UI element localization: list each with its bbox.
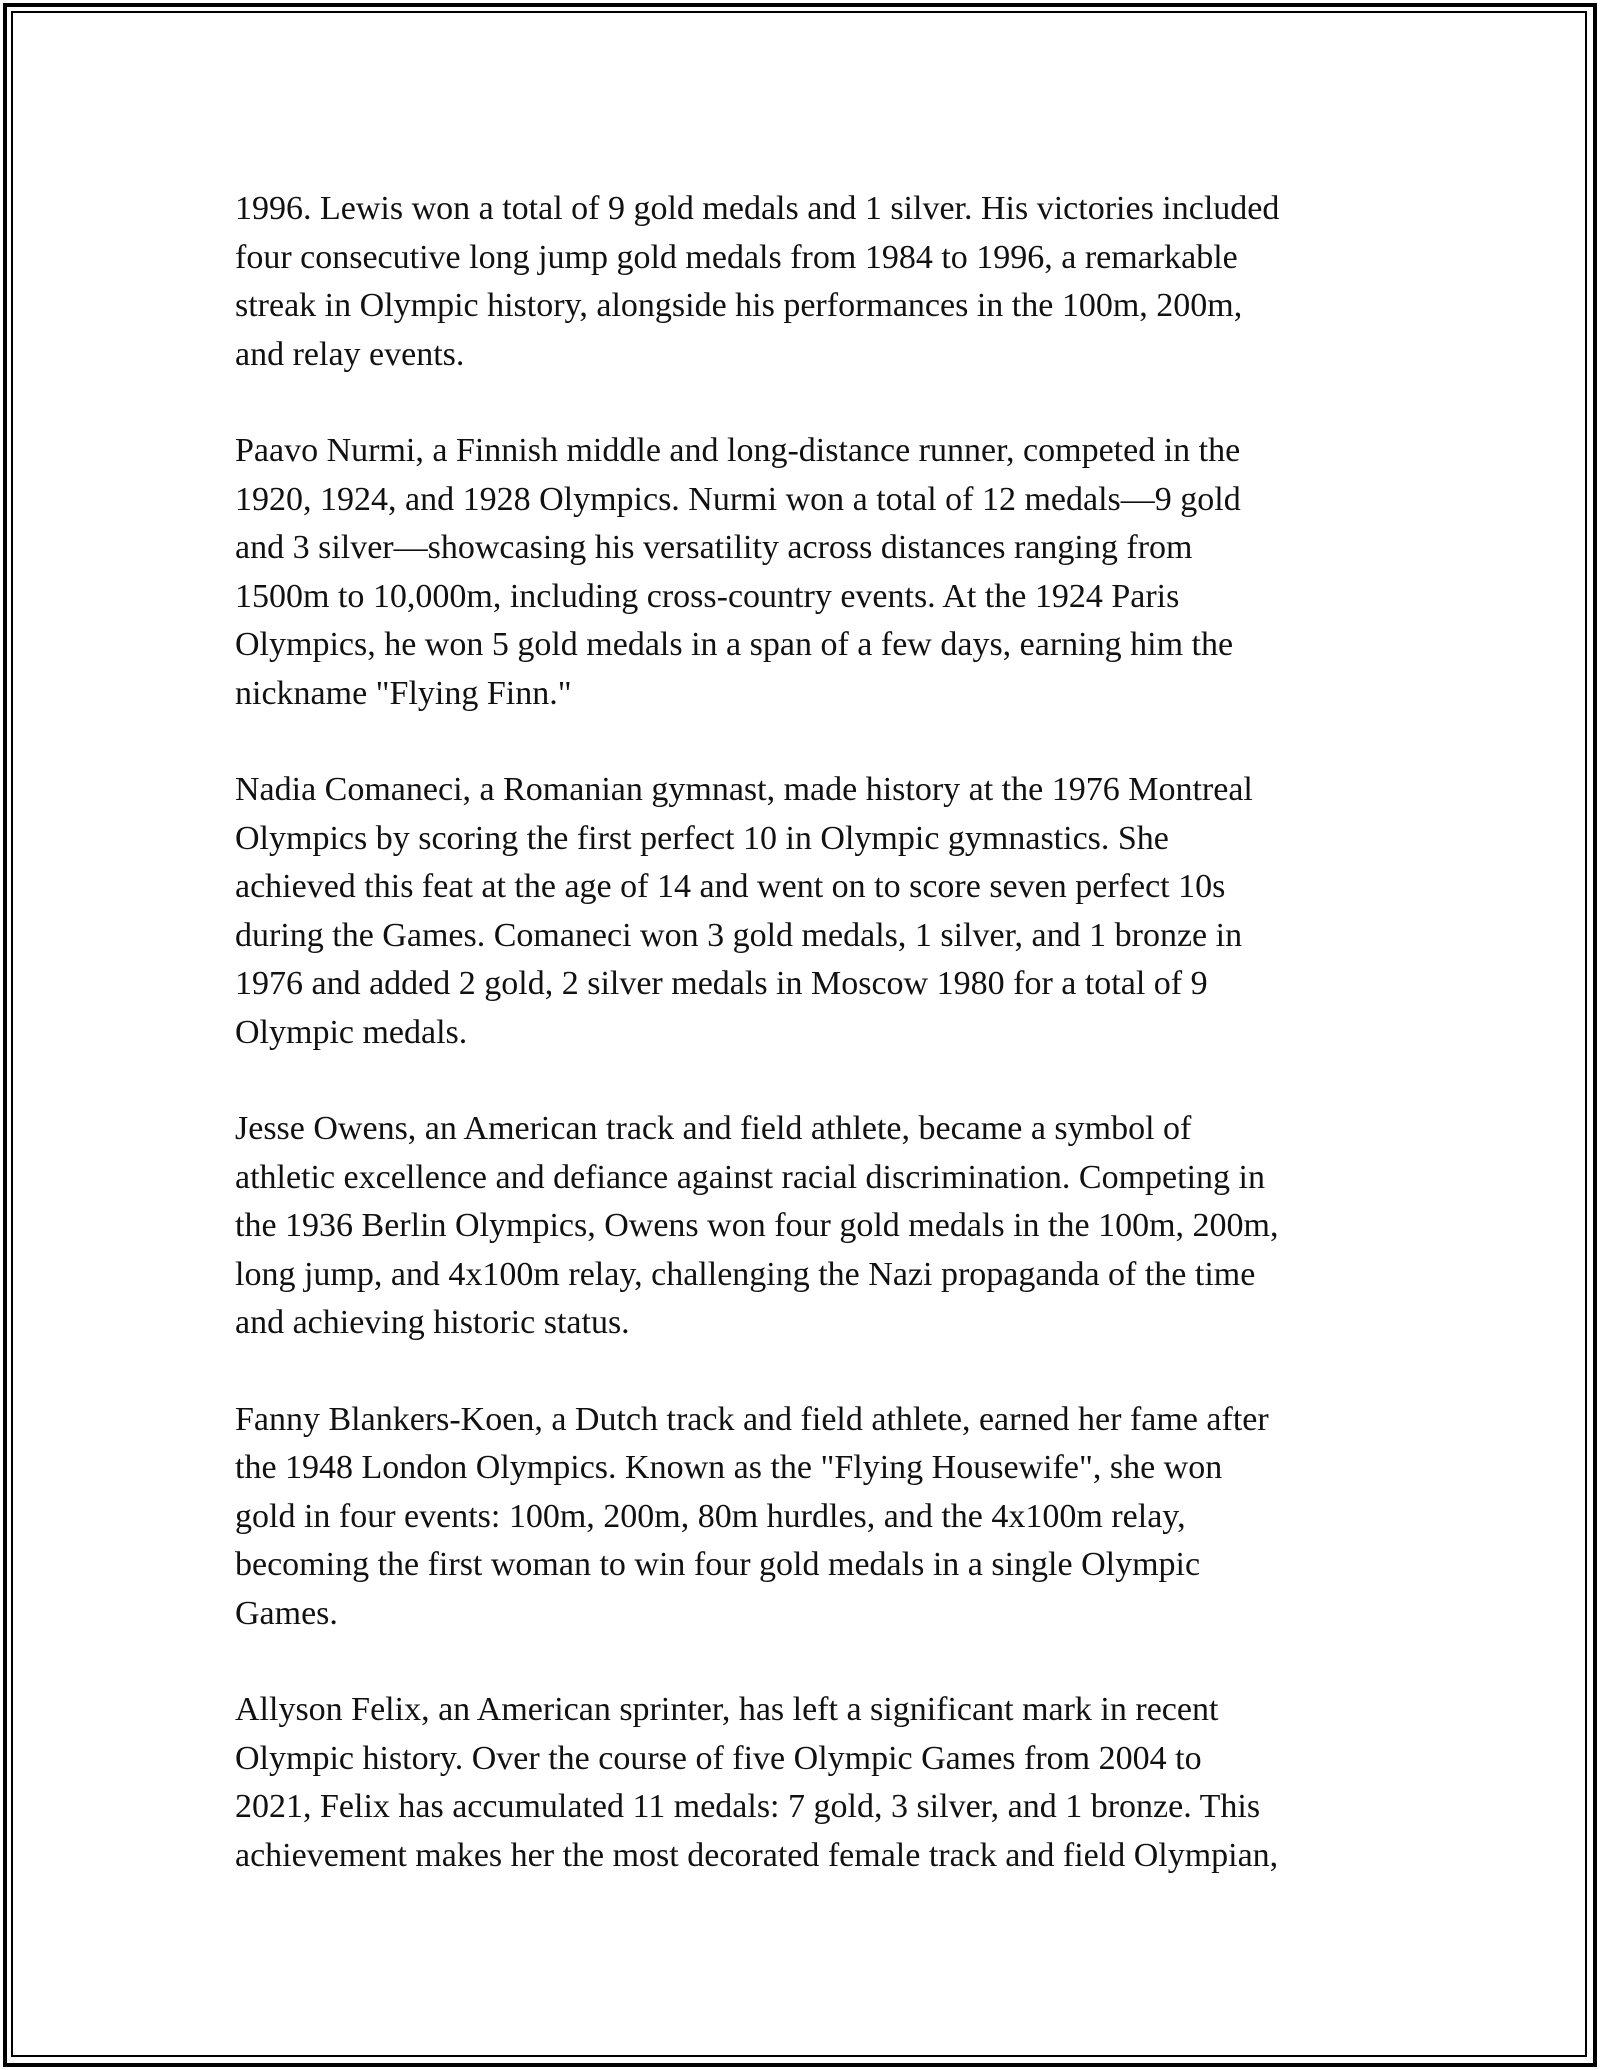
- paragraph-allyson-felix: Allyson Felix, an American sprinter, has left a significant mark in recent Olympic history. Over the course of five Olympic Games from 2004 to 2021, Felix has accumulated 11 medals: 7 gold, 3 silver, and 1 bronze. This achievement makes her the most decorated female track and field Olympian,: [235, 1691, 1279, 1874]
- paragraph-nadia-comaneci: Nadia Comaneci, a Romanian gymnast, made history at the 1976 Montreal Olympics by scoring the first perfect 10 in Olympic gymnastics. She achieved this feat at the age of 14 and went on to score seven perfect 10s during the Games. Comaneci won 3 gold medals, 1 silver, and 1 bronze in 1976 and added 2 gold, 2 silver medals in Moscow 1980 for a total of 9 Olympic medals.: [235, 771, 1253, 1051]
- paragraph-carl-lewis: 1996. Lewis won a total of 9 gold medals and 1 silver. His victories included four consecutive long jump gold medals from 1984 to 1996, a remarkable streak in Olympic history, alongside his performances in the 100m, 200m, and relay events.: [235, 190, 1280, 373]
- paragraph-fanny-blankers-koen: Fanny Blankers-Koen, a Dutch track and field athlete, earned her fame after the 1948 London Olympics. Known as the "Flying Housewife", she won gold in four events: 100m, 200m, 80m hurdles, and the 4x100m relay, becoming the first woman to win four gold medals in a single Olympic Games.: [235, 1400, 1269, 1632]
- document-body: [235, 185, 1365, 1928]
- paragraph-paavo-nurmi: Paavo Nurmi, a Finnish middle and long-distance runner, competed in the 1920, 1924, and 1928 Olympics. Nurmi won a total of 12 medals—9 gold and 3 silver—showcasing his versatility across distances ranging from 1500m to 10,000m, including cross-country events. At the 1924 Paris Olympics, he won 5 gold medals in a span of a few days, earning him the nickname "Flying Finn.": [235, 432, 1241, 712]
- paragraph-jesse-owens: Jesse Owens, an American track and field athlete, became a symbol of athletic excellence and defiance against racial discrimination. Competing in the 1936 Berlin Olympics, Owens won four gold medals in the 100m, 200m, long jump, and 4x100m relay, challenging the Nazi propaganda of the time and achieving historic status.: [235, 1110, 1279, 1341]
